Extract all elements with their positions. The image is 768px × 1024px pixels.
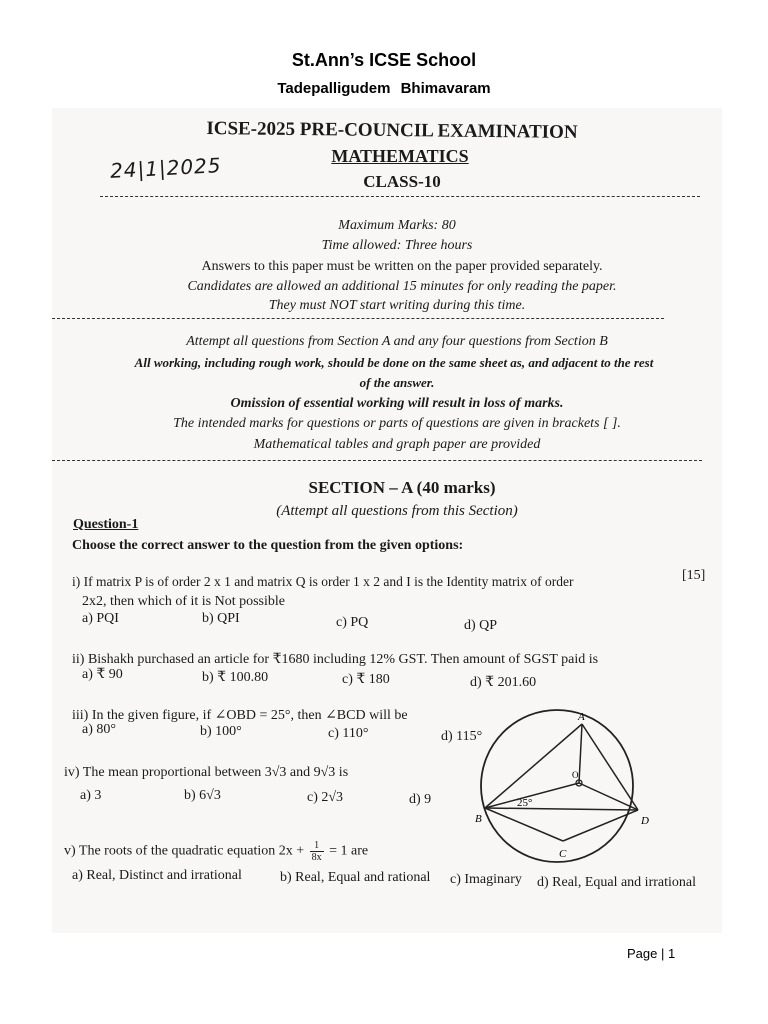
instruction-line-8: Mathematical tables and graph paper are provided [253, 437, 541, 452]
instruction-line-4: Attempt all questions from Section A and any four questions from Section B [186, 334, 608, 349]
fraction [310, 840, 324, 863]
instruction-line-3: They must NOT start writing during this time. [268, 298, 526, 313]
label-d: D [641, 815, 649, 827]
label-c: C [559, 848, 567, 860]
exam-subject: MATHEMATICS [331, 146, 469, 166]
chord-bc [485, 808, 563, 841]
instruction-line-2: Candidates are allowed an additional 15 minutes for only reading the paper. [187, 279, 617, 294]
option: b) ₹ 100.80 [202, 670, 269, 685]
question-text: ii) Bishakh purchased an article for ₹1680 including 12% GST. Then amount of SGST paid is [72, 652, 599, 667]
option: d) ₹ 201.60 [470, 675, 537, 690]
option: c) 2√3 [307, 790, 344, 805]
question-text-prefix: v) The roots of the quadratic equation 2x + [64, 843, 305, 859]
chord-bd [485, 808, 638, 810]
max-marks: Maximum Marks: 80 [338, 218, 456, 233]
option: a) 3 [80, 788, 102, 803]
question-text: i) If matrix P is of order 2 x 1 and matrix Q is order 1 x 2 and I is the Identity matrix of order [72, 574, 574, 589]
section-subtitle: (Attempt all questions from this Section) [276, 503, 518, 519]
line-ao [579, 724, 582, 783]
label-o: O [572, 770, 579, 780]
marks-label: [15] [682, 568, 706, 583]
instruction-line-1: Answers to this paper must be written on the paper provided separately. [201, 259, 603, 274]
divider [100, 196, 700, 197]
school-name: St.Ann’s ICSE School [291, 50, 477, 70]
option: b) 100° [200, 724, 242, 739]
option: c) 110° [328, 726, 369, 741]
option: d) 115° [441, 729, 483, 744]
page-number: Page | 1 [627, 946, 676, 961]
question-text-suffix: = 1 are [329, 843, 369, 859]
question-heading: Question-1 [73, 517, 139, 532]
scanned-paper [52, 108, 722, 933]
question-instruction: Choose the correct answer to the question from the given options: [72, 538, 464, 553]
option: d) 9 [409, 792, 432, 807]
school-place: Tadepalligudem Bhimavaram [277, 80, 491, 97]
exam-class: CLASS-10 [363, 172, 441, 191]
option: a) PQI [82, 611, 119, 626]
option: c) PQ [336, 615, 369, 630]
option: d) Real, Equal and irrational [537, 875, 696, 890]
fraction-denominator: 8x [311, 852, 322, 863]
label-b: B [475, 813, 482, 825]
divider [52, 460, 702, 461]
question-text: iii) In the given figure, if ∠OBD = 25°, then ∠BCD will be [72, 708, 408, 723]
chord-cd [563, 810, 638, 841]
option: d) QP [464, 618, 498, 633]
option: c) Imaginary [450, 872, 522, 887]
option: a) Real, Distinct and irrational [72, 868, 242, 883]
option: a) 80° [82, 722, 116, 737]
question-text: 2x2, then which of it is Not possible [82, 594, 285, 609]
handwritten-date: 24|1|2025 [109, 153, 223, 183]
option: b) QPI [202, 611, 240, 626]
option: b) 6√3 [184, 788, 221, 803]
instruction-line-7: The intended marks for questions or parts of questions are given in brackets [ ]. [173, 416, 621, 431]
label-a: A [578, 711, 585, 723]
exam-title: ICSE-2025 PRE-COUNCIL EXAMINATION [206, 118, 578, 143]
instruction-line-5b: of the answer. [359, 375, 435, 390]
instruction-line-6: Omission of essential working will result in loss of marks. [230, 396, 564, 411]
time-allowed: Time allowed: Three hours [321, 238, 473, 253]
angle-label: 25° [517, 797, 533, 809]
question-text [64, 840, 368, 863]
divider [52, 318, 664, 319]
fraction-numerator: 1 [310, 840, 324, 852]
option: a) ₹ 90 [82, 667, 123, 682]
option: b) Real, Equal and rational [280, 870, 431, 885]
option: c) ₹ 180 [342, 672, 390, 687]
circle-geometry-figure [475, 702, 655, 866]
section-title: SECTION – A (40 marks) [308, 478, 496, 497]
question-text: iv) The mean proportional between 3√3 and 9√3 is [64, 765, 349, 780]
instruction-line-5a: All working, including rough work, should be done on the same sheet as, and adjacent to the rest [134, 355, 654, 370]
